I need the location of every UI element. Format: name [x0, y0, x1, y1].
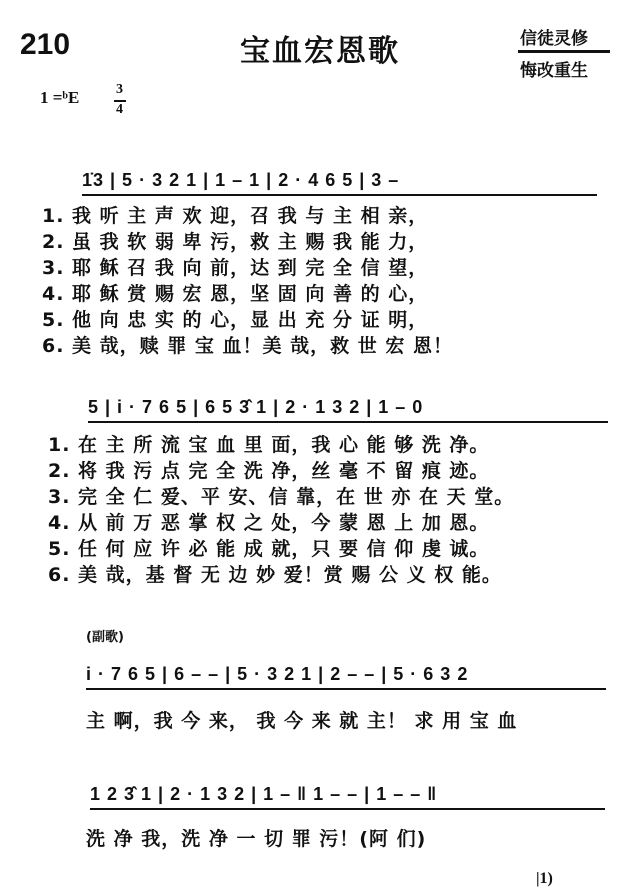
staff-3-lyrics: 主 啊，我 今 来， 我 今 来 就 主！ 求 用 宝 血 — [86, 710, 518, 732]
staff-1-verse-2: 2. 虽 我 软 弱 卑 污，救 主 赐 我 能 力， — [42, 231, 429, 253]
staff-4-notes: 1 2 3̂ 1 | 2 · 1 3 2 | 1 – ‖ 1 – – | 1 – – ‖ — [90, 784, 438, 804]
staff-1-verse-3: 3. 耶 稣 召 我 向 前，达 到 完 全 信 望， — [42, 257, 429, 279]
staff-4-lyrics: 洗 净 我，洗 净 一 切 罪 污！(阿 们) — [86, 828, 427, 850]
credit-line-2: 悔改重生 — [520, 61, 588, 81]
staff-2-verse-2: 2. 将 我 污 点 完 全 洗 净，丝 毫 不 留 痕 迹。 — [48, 460, 490, 482]
chorus-label: (副歌) — [86, 630, 124, 645]
staff-1-verse-1: 1. 我 听 主 声 欢 迎，召 我 与 主 相 亲， — [42, 205, 429, 227]
staff-3-underline — [86, 688, 606, 690]
staff-2-underline — [88, 421, 608, 423]
credit-line-1: 信徒灵修 — [520, 29, 588, 49]
time-sig-bottom: 4 — [116, 102, 123, 117]
time-sig-top: 3 — [116, 82, 123, 97]
key-signature: 1 =ᵇE — [40, 88, 80, 107]
staff-1-verse-6: 6. 美 哉，赎 罪 宝 血！美 哉，救 世 宏 恩！ — [42, 335, 453, 357]
staff-1-verse-5: 5. 他 向 忠 实 的 心，显 出 充 分 证 明， — [42, 309, 429, 331]
staff-1-notes: 1̇3 | 5 · 3 2 1 | 1 – 1 | 2 · 4 6 5 | 3 – — [82, 170, 400, 190]
staff-1-verse-4: 4. 耶 稣 赏 赐 宏 恩，坚 固 向 善 的 心， — [42, 283, 429, 305]
staff-2-verse-4: 4. 从 前 万 恶 掌 权 之 处，今 蒙 恩 上 加 恩。 — [48, 512, 490, 534]
credit-divider — [518, 50, 610, 53]
staff-2-notes: 5 | i · 7 6 5 | 6 5 3̂ 1 | 2 · 1 3 2 | 1 – 0 — [88, 397, 424, 417]
page-mark: |1) — [536, 870, 553, 887]
page-title: 宝血宏恩歌 — [240, 34, 400, 69]
staff-2-verse-6: 6. 美 哉，基 督 无 边 妙 爱！赏 赐 公 义 权 能。 — [48, 564, 502, 586]
hymn-number: 210 — [20, 28, 71, 61]
staff-2-verse-5: 5. 任 何 应 许 必 能 成 就，只 要 信 仰 虔 诚。 — [48, 538, 490, 560]
staff-2-verse-1: 1. 在 主 所 流 宝 血 里 面，我 心 能 够 洗 净。 — [48, 434, 490, 456]
staff-1-underline — [82, 194, 597, 196]
staff-2-verse-3: 3. 完 全 仁 爱、平 安、信 靠，在 世 亦 在 天 堂。 — [48, 486, 515, 508]
staff-3-notes: i · 7 6 5 | 6 – – | 5 · 3 2 1 | 2 – – | 5 · 6 3 2 — [86, 664, 469, 684]
staff-4-underline — [90, 808, 605, 810]
